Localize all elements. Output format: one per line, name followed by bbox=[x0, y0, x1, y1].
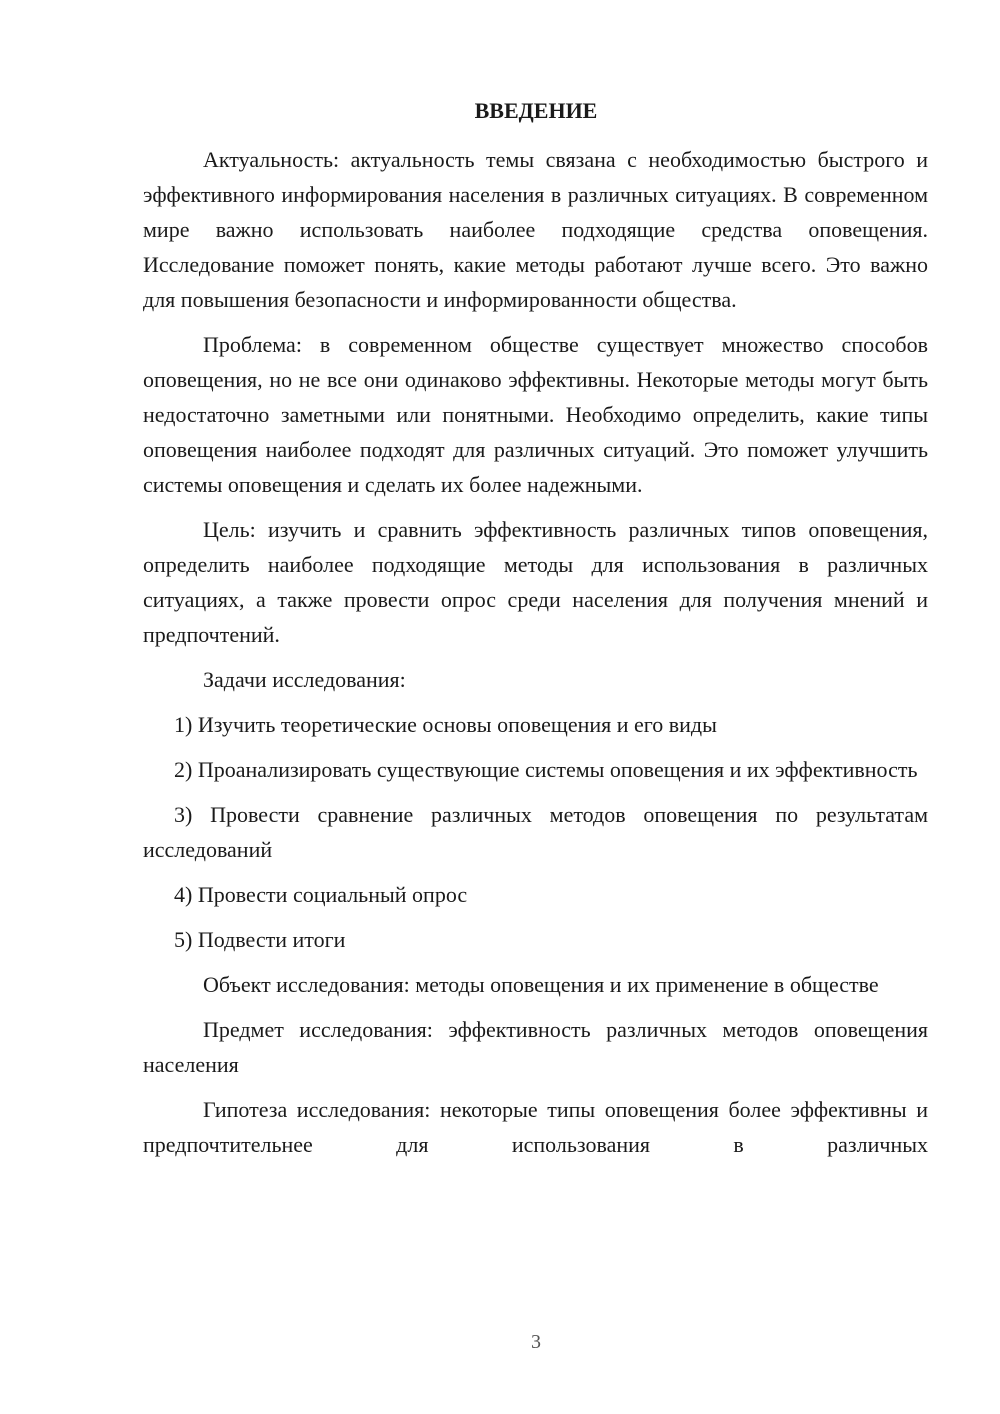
task-item-1: 1) Изучить теоретические основы оповещения и его виды bbox=[174, 712, 717, 737]
section-heading: ВВЕДЕНИЕ bbox=[474, 98, 598, 123]
tasks-heading: Задачи исследования: bbox=[203, 667, 406, 692]
task-item-3: 3) Провести сравнение различных методов оповещения по результатам исследований bbox=[143, 802, 928, 862]
hypothesis-paragraph: Гипотеза исследования: некоторые типы оповещения более эффективны и предпочтительнее для использования в различных bbox=[143, 1097, 928, 1157]
problem-paragraph: Проблема: в современном обществе существует множество способов оповещения, но не все они одинаково эффективны. Некоторые методы могут быть недостаточно заметными или понятными. Необходимо определить, какие типы оповещения наиболее подходят для различных ситуаций. Это поможет улучшить системы оповещения и сделать их более надежными. bbox=[143, 332, 928, 497]
task-item-5: 5) Подвести итоги bbox=[174, 927, 346, 952]
task-item-2: 2) Проанализировать существующие системы оповещения и их эффективность bbox=[174, 757, 918, 782]
relevance-paragraph: Актуальность: актуальность темы связана с необходимостью быстрого и эффективного информирования населения в различных ситуациях. В современном мире важно использовать наиболее подходящие средства оповещения. Исследование поможет понять, какие методы работают лучше всего. Это важно для повышения безопасности и информированности общества. bbox=[143, 147, 928, 312]
goal-paragraph: Цель: изучить и сравнить эффективность различных типов оповещения, определить наиболее подходящие методы для использования в различных ситуациях, а также провести опрос среди населения для получения мнений и предпочтений. bbox=[143, 517, 928, 647]
object-paragraph: Объект исследования: методы оповещения и их применение в обществе bbox=[203, 972, 879, 997]
subject-paragraph: Предмет исследования: эффективность различных методов оповещения населения bbox=[143, 1017, 928, 1077]
page-number: 3 bbox=[531, 1331, 541, 1353]
body-text bbox=[143, 142, 928, 1162]
task-item-4: 4) Провести социальный опрос bbox=[174, 882, 468, 907]
